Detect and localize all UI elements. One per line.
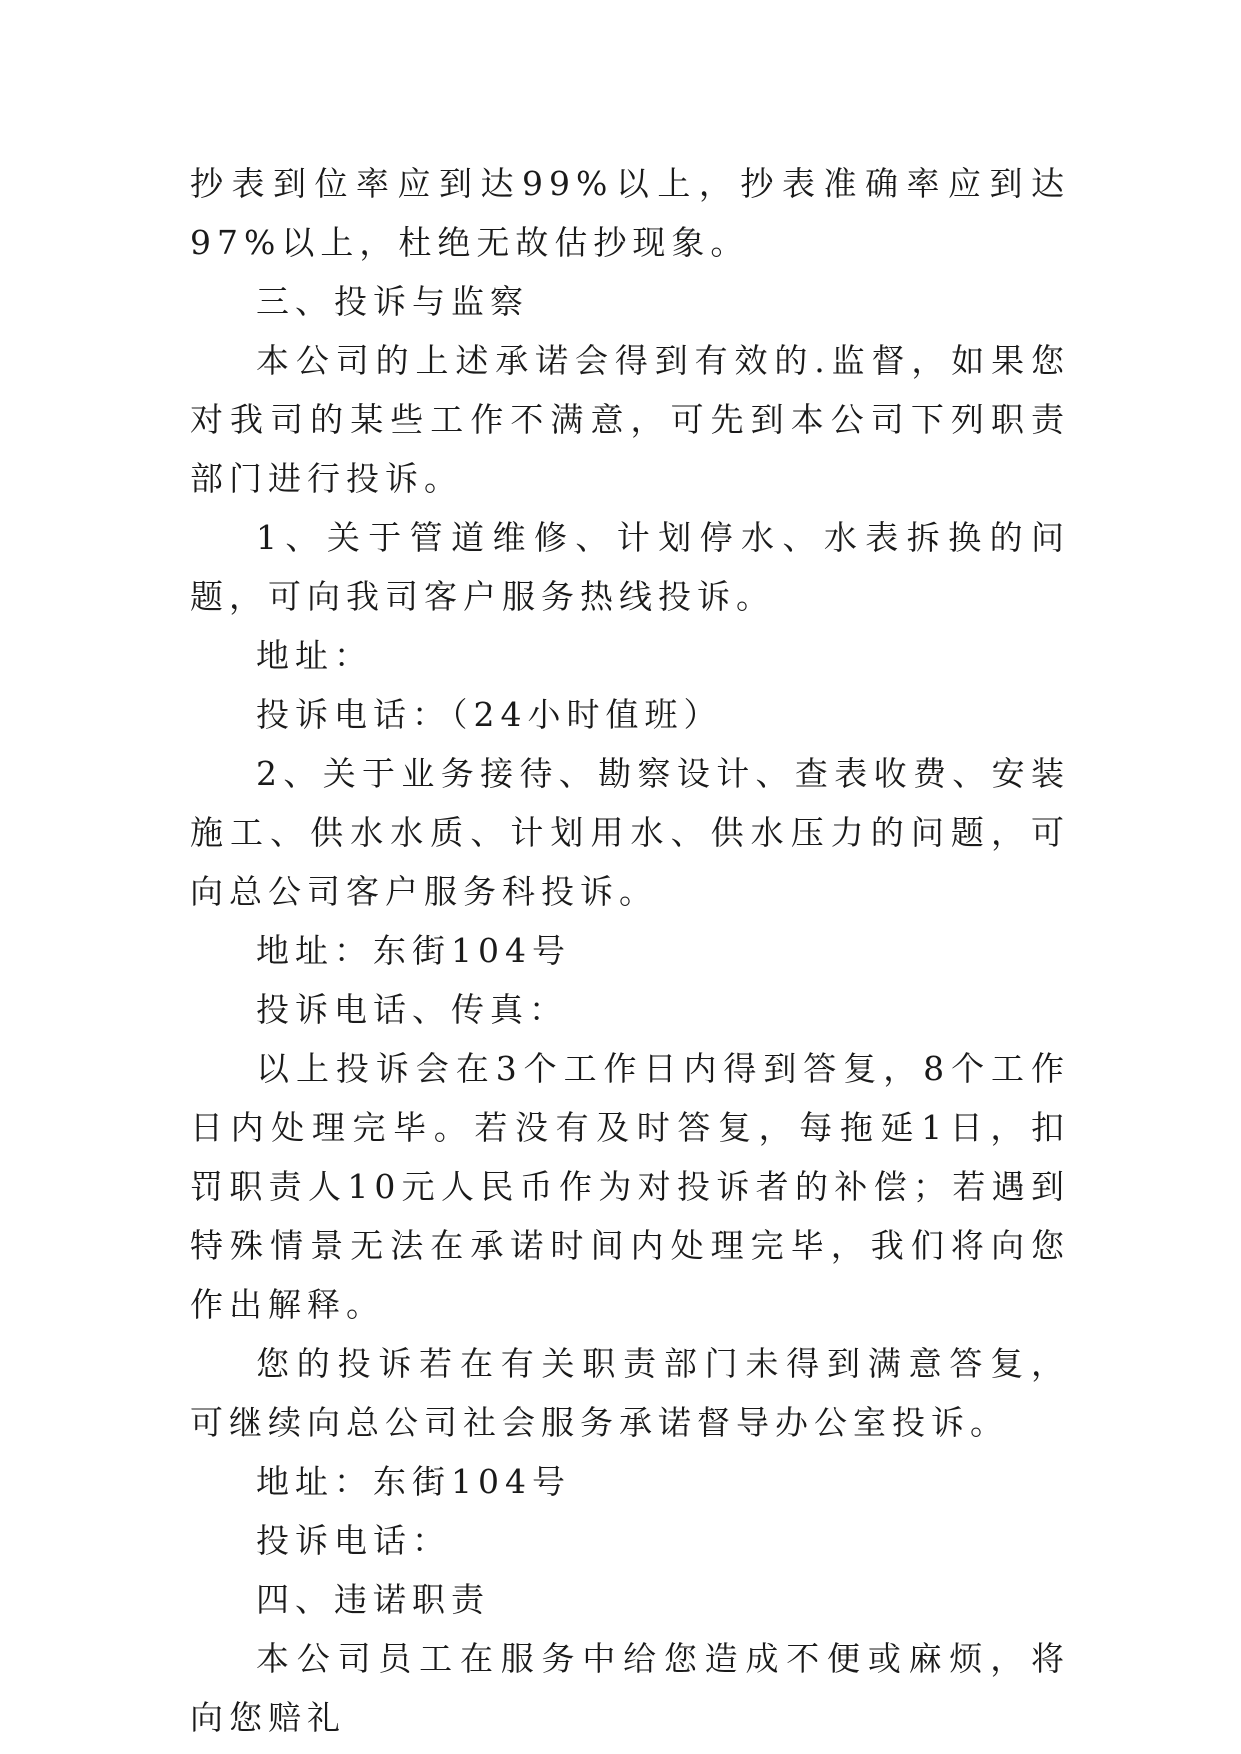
- paragraph-item-2: 2、关于业务接待、勘察设计、查表收费、安装施工、供水水质、计划用水、供水压力的问题，可向总公司客户服务科投诉。: [190, 754, 1070, 911]
- address-line-2: 地址：东街104号: [256, 931, 571, 970]
- paragraph-supervision: 本公司的上述承诺会得到有效的.监督，如果您对我司的某些工作不满意，可先到本公司下列职责部门进行投诉。: [190, 341, 1070, 498]
- section-heading-breach: 四、违诺职责: [256, 1580, 490, 1619]
- phone-fax-line: 投诉电话、传真：: [256, 990, 568, 1029]
- paragraph-item-1: 1、关于管道维修、计划停水、水表拆换的问题，可向我司客户服务热线投诉。: [190, 518, 1070, 616]
- phone-line-1: 投诉电话：（24小时值班）: [256, 695, 723, 734]
- paragraph-meter-reading-rates: 抄表到位率应到达99%以上，抄表准确率应到达97%以上，杜绝无故估抄现象。: [190, 164, 1070, 262]
- paragraph-response-time: 以上投诉会在3个工作日内得到答复，8个工作日内处理完毕。若没有及时答复，每拖延1日，扣罚职责人10元人民币作为对投诉者的补偿；若遇到特殊情景无法在承诺时间内处理完毕，我们将向您作出解释。: [190, 1049, 1070, 1324]
- paragraph-escalation: 您的投诉若在有关职责部门未得到满意答复，可继续向总公司社会服务承诺督导办公室投诉。: [190, 1344, 1070, 1442]
- document-body: [190, 154, 1070, 1747]
- paragraph-apology: 本公司员工在服务中给您造成不便或麻烦，将向您赔礼: [190, 1639, 1070, 1737]
- section-heading-complaints: 三、投诉与监察: [256, 282, 529, 321]
- phone-line-3: 投诉电话：: [256, 1521, 451, 1560]
- address-line-3: 地址：东街104号: [256, 1462, 571, 1501]
- address-line-1: 地址：: [256, 636, 373, 675]
